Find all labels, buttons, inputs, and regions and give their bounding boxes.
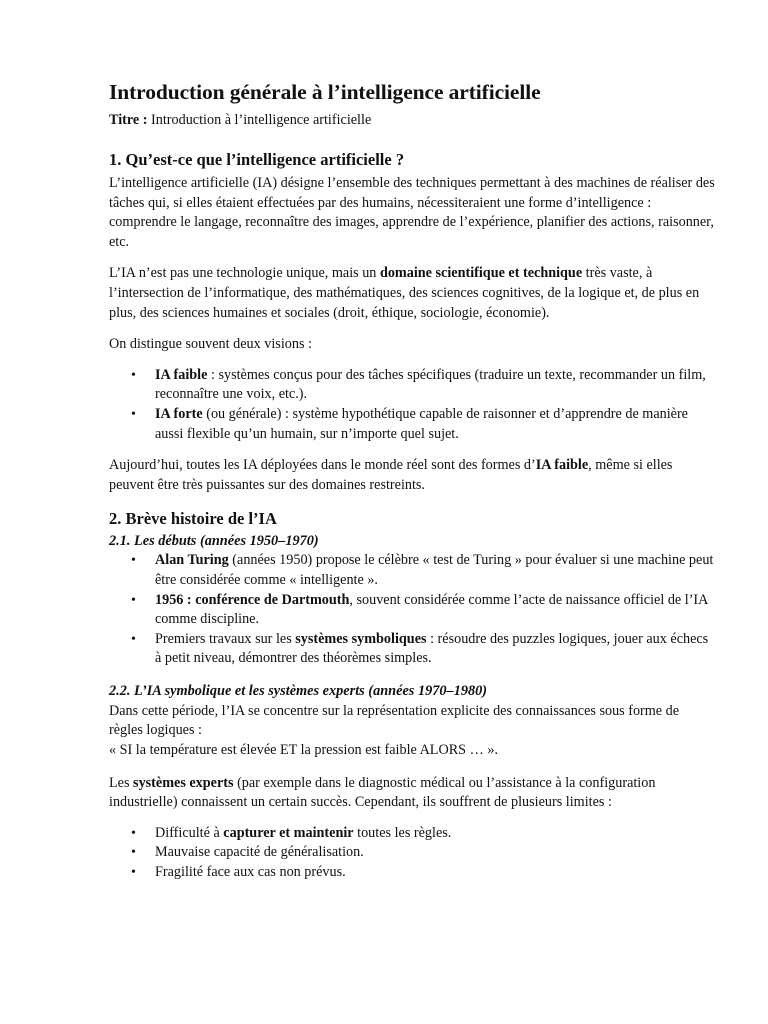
document-body: [109, 78, 715, 883]
section-1-heading: 1. Qu’est-ce que l’intelligence artificielle ?: [109, 150, 405, 169]
list-item: • Premiers travaux sur les systèmes symboliques : résoudre des puzzles logiques, jouer aux échecs à petit niveau, démontrer des théorèmes simples.: [155, 630, 715, 669]
list-item: • Alan Turing (années 1950) propose le célèbre « test de Turing » pour évaluer si une machine peut être considérée comme « intelligente ».: [155, 551, 715, 590]
subtitle-line: [109, 110, 715, 130]
rule-example-quote: « SI la température est élevée ET la pression est faible ALORS … ».: [109, 742, 498, 759]
section-1-paragraph-1: L’intelligence artificielle (IA) désigne l’ensemble des techniques permettant à des machines de réaliser des tâches qui, si elles étaient effectuées par des humains, nécessiteraient une forme d’intelligence : comprendre le langage, reconnaître des images, apprendre de l’expérience, planifier des actions, raisonner, etc.: [109, 175, 715, 250]
list-item: • Difficulté à capturer et maintenir toutes les règles.: [155, 824, 715, 844]
section-2-heading: 2. Brève histoire de l’IA: [109, 509, 277, 529]
list-item: • Mauvaise capacité de généralisation.: [155, 843, 715, 863]
list-item: • Fragilité face aux cas non prévus.: [155, 863, 715, 883]
expert-systems-limits-list: [109, 824, 715, 883]
section-2-1-heading: 2.1. Les débuts (années 1950–1970): [109, 533, 319, 550]
section-2-2-heading: 2.2. L’IA symbolique et les systèmes experts (années 1970–1980): [109, 682, 488, 699]
document-title: Introduction générale à l’intelligence artificielle: [109, 80, 541, 104]
subtitle-value: Introduction à l’intelligence artificielle: [147, 112, 372, 128]
section-2-2-paragraph-1: Dans cette période, l’IA se concentre sur la représentation explicite des connaissances sous forme de règles logiques :: [109, 702, 680, 739]
section-2-2-paragraph-2: Les systèmes experts (par exemple dans le diagnostic médical ou l’assistance à la configuration industrielle) connaissent un certain succès. Cependant, ils souffrent de plusieurs limites :: [109, 774, 656, 811]
section-1-paragraph-4: Aujourd’hui, toutes les IA déployées dans le monde réel sont des formes d’IA faible, même si elles peuvent être très puissantes sur des domaines restreints.: [109, 457, 673, 493]
section-1-paragraph-3: On distingue souvent deux visions :: [109, 336, 312, 353]
list-item: • IA forte (ou générale) : système hypothétique capable de raisonner et d’apprendre de manière aussi flexible qu’un humain, sur n’importe quel sujet.: [155, 405, 715, 444]
section-1-paragraph-2: L’IA n’est pas une technologie unique, mais un domaine scientifique et technique très vaste, à l’intersection de l’informatique, des mathématiques, des sciences cognitives, de la logique et, de plus en plus, des sciences humaines et sociales (droit, éthique, sociologie, économie).: [109, 265, 700, 321]
list-item: • 1956 : conférence de Dartmouth, souvent considérée comme l’acte de naissance officiel de l’IA comme discipline.: [155, 591, 715, 630]
list-item: • IA faible : systèmes conçus pour des tâches spécifiques (traduire un texte, recommander un film, reconnaître une voix, etc.).: [155, 366, 715, 405]
ia-types-list: [109, 366, 715, 444]
history-early-list: [109, 551, 715, 669]
subtitle-label: Titre :: [109, 112, 148, 128]
